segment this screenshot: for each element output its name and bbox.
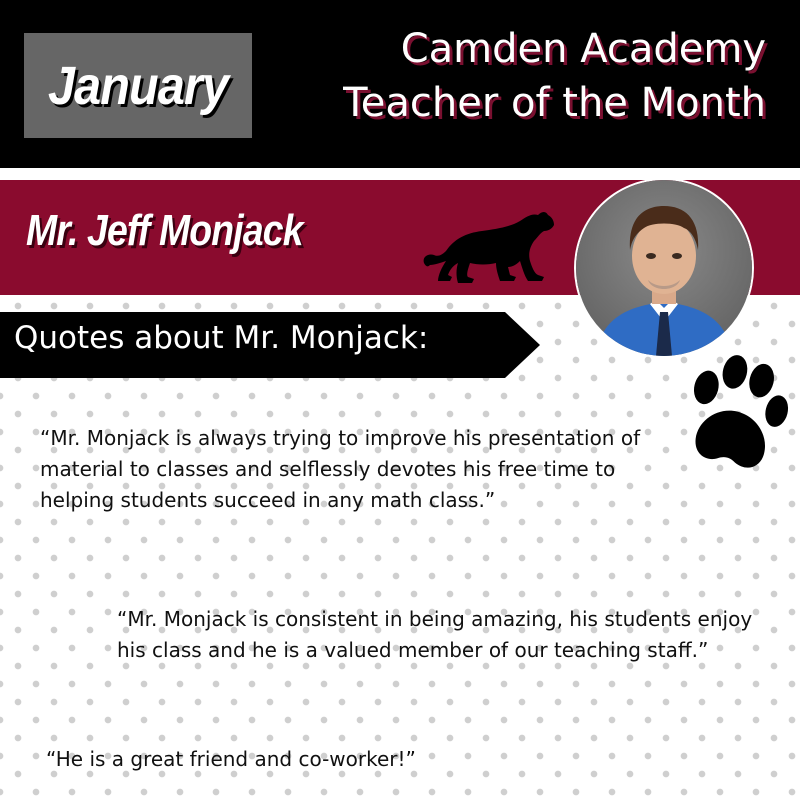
quote-1: “Mr. Monjack is always trying to improve his presentation of material to classes and selflessly devotes his free time to helping students succeed in any math class.” [40,426,641,512]
paw-print-icon [678,355,790,479]
quote-2: “Mr. Monjack is consistent in being amazing, his students enjoy his class and he is a valued member of our teaching staff.” [117,607,753,662]
panther-icon [420,205,560,285]
month-badge [24,33,252,138]
title-line-2: Teacher of the Month [343,80,766,126]
divider [0,168,800,180]
title-line-1: Camden Academy [400,26,766,72]
teacher-photo [576,180,752,356]
month-label: January [47,55,229,116]
quote-3: “He is a great friend and co-worker!” [46,747,416,771]
teacher-name: Mr. Jeff Monjack [26,206,303,255]
quotes-heading: Quotes about Mr. Monjack: [14,320,429,356]
page-title [266,22,766,130]
